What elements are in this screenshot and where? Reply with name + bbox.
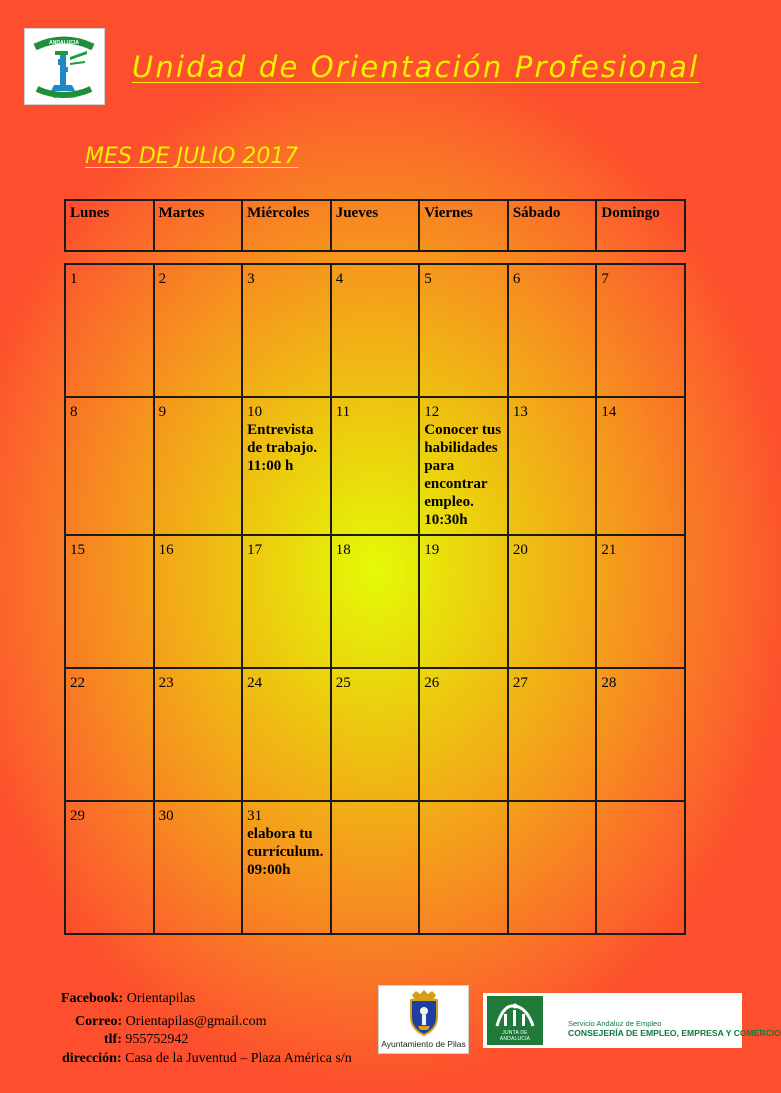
day-number: 6 (512, 271, 521, 287)
facebook-label: Facebook: (61, 991, 124, 1006)
day-event: Entrevista de trabajo. 11:00 h (247, 422, 318, 474)
calendar-week (65, 535, 685, 668)
day-number: 31 (247, 808, 263, 824)
calendar-day-cell (596, 801, 685, 934)
day-number: 19 (424, 542, 440, 558)
calendar-day-cell (596, 668, 685, 801)
address-label: dirección: (62, 1051, 122, 1066)
day-number: 18 (335, 542, 351, 558)
weekday-row (65, 200, 685, 251)
calendar-week (65, 264, 685, 397)
junta-service: Servicio Andaluz de Empleo (568, 1019, 662, 1028)
email-label: Correo: (75, 1014, 123, 1029)
calendar-day-cell (508, 668, 597, 801)
calendar-day-cell (596, 264, 685, 397)
calendar-day-cell (419, 535, 508, 668)
calendar-grid (64, 263, 686, 935)
junta-mark-label: JUNTA DE ANDALUCIA (499, 1030, 531, 1042)
calendar-day-cell (419, 801, 508, 934)
weekday-wednesday: Miércoles (242, 200, 331, 251)
junta-andalucia-logo (483, 993, 781, 1048)
facebook-value[interactable]: Orientapilas (126, 991, 196, 1006)
calendar-day-cell (242, 535, 331, 668)
calendar-day-cell (154, 264, 243, 397)
calendar-day-cell (242, 397, 331, 535)
calendar-week (65, 397, 685, 535)
page-title: Unidad de Orientación Profesional (132, 50, 700, 84)
facebook-row (58, 987, 352, 1010)
calendar-day-cell (154, 397, 243, 535)
day-number: 21 (601, 542, 617, 558)
address-row (58, 1047, 352, 1070)
day-number: 4 (335, 271, 344, 287)
calendar-day-cell (65, 264, 154, 397)
calendar-day-cell (65, 668, 154, 801)
calendar-day-cell (154, 668, 243, 801)
calendar-day-cell (419, 397, 508, 535)
calendar-day-cell (154, 801, 243, 934)
day-number: 27 (512, 675, 528, 691)
weekday-friday: Viernes (419, 200, 508, 251)
day-number: 28 (601, 675, 617, 691)
phone-value[interactable]: 955752942 (125, 1032, 189, 1047)
day-number: 12 (424, 404, 440, 420)
day-number: 9 (158, 404, 167, 420)
calendar-day-cell (508, 397, 597, 535)
contact-info (58, 987, 352, 1070)
day-number: 29 (70, 808, 85, 824)
day-number: 7 (601, 271, 609, 287)
day-number: 17 (247, 542, 263, 558)
day-event: Conocer tus habilidades para encontrar empleo. 10:30h (424, 422, 502, 528)
calendar-day-cell (331, 668, 420, 801)
day-number: 24 (247, 675, 263, 691)
day-number: 14 (601, 404, 617, 420)
calendar-day-cell (331, 535, 420, 668)
calendar-day-cell (242, 264, 331, 397)
logo-bottom-text: ORIENTA (52, 94, 76, 100)
day-number: 8 (70, 404, 78, 420)
calendar-week (65, 801, 685, 934)
day-number: 20 (512, 542, 528, 558)
calendar-day-cell (596, 535, 685, 668)
day-number: 10 (247, 404, 263, 420)
calendar-day-cell (419, 264, 508, 397)
weekday-monday: Lunes (65, 200, 154, 251)
ayuntamiento-label: Ayuntamiento de Pilas (381, 1039, 466, 1049)
weekday-thursday: Jueves (331, 200, 420, 251)
andalucia-orienta-logo (24, 28, 105, 105)
day-number: 26 (424, 675, 440, 691)
weekday-tuesday: Martes (154, 200, 243, 251)
day-number: 3 (247, 271, 255, 287)
calendar-week (65, 668, 685, 801)
day-number: 15 (70, 542, 85, 558)
day-number: 30 (158, 808, 174, 824)
calendar-day-cell (65, 535, 154, 668)
day-number: 25 (335, 675, 351, 691)
calendar-day-cell (596, 397, 685, 535)
day-number: 1 (70, 271, 78, 287)
calendar-day-cell (419, 668, 508, 801)
day-number: 22 (70, 675, 85, 691)
calendar-day-cell (65, 397, 154, 535)
day-number: 2 (158, 271, 167, 287)
weekday-header (64, 199, 686, 252)
weekday-saturday: Sábado (508, 200, 597, 251)
email-value[interactable]: Orientapilas@gmail.com (125, 1014, 267, 1029)
day-event: elabora tu currículum. 09:00h (247, 826, 324, 878)
month-title: MES DE JULIO 2017 (85, 144, 299, 169)
address-value: Casa de la Juventud – Plaza América s/n (125, 1051, 352, 1066)
calendar-day-cell (508, 801, 597, 934)
phone-label: tlf: (104, 1032, 122, 1047)
day-number: 16 (158, 542, 174, 558)
calendar-day-cell (508, 535, 597, 668)
calendar-day-cell (242, 801, 331, 934)
calendar-day-cell (508, 264, 597, 397)
weekday-sunday: Domingo (596, 200, 685, 251)
calendar-day-cell (331, 801, 420, 934)
day-number: 11 (335, 404, 351, 420)
ayuntamiento-pilas-logo (378, 985, 469, 1054)
calendar-day-cell (242, 668, 331, 801)
calendar-day-cell (65, 801, 154, 934)
logo-top-text: ANDALUCIA (49, 40, 79, 46)
junta-department: CONSEJERÍA DE EMPLEO, EMPRESA Y COMERCIO (568, 1028, 781, 1038)
junta-mark (487, 996, 543, 1045)
calendar-day-cell (331, 264, 420, 397)
day-number: 13 (512, 404, 528, 420)
calendar-day-cell (331, 397, 420, 535)
day-number: 5 (424, 271, 432, 287)
day-number: 23 (158, 675, 174, 691)
calendar-day-cell (154, 535, 243, 668)
crest-icon (404, 989, 444, 1037)
